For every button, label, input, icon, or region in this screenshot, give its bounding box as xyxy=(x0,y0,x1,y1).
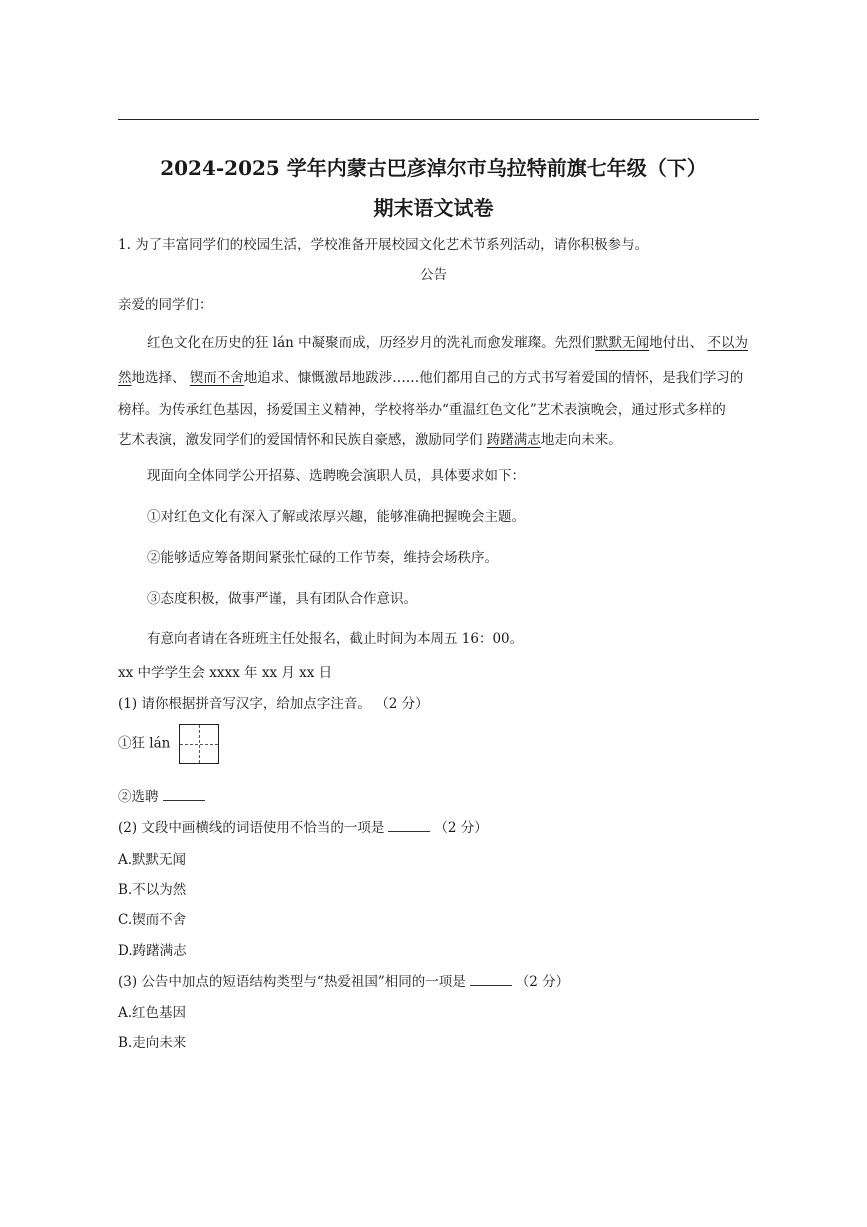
answer-blank[interactable] xyxy=(163,799,205,801)
notice-paragraph-line-4 xyxy=(118,428,622,448)
exam-subtitle: 期末语文试卷 xyxy=(373,196,494,220)
notice-paragraph-3: 有意向者请在各班班主任处报名，截止时间为本周五 16：00。 xyxy=(147,631,524,647)
notice-paragraph-2: 现面向全体同学公开招募、选聘晚会演职人员，具体要求如下： xyxy=(147,468,525,484)
question-score: （2 分） xyxy=(515,974,570,990)
question-score: （2 分） xyxy=(434,820,488,836)
text-span: 地付出、 xyxy=(649,335,704,351)
option-c: C.锲而不舍 xyxy=(118,912,187,928)
question-text: (2) 文段中画横线的词语使用不恰当的一项是 xyxy=(118,820,385,836)
underlined-phrase-3: 锲而不舍 xyxy=(189,370,244,386)
option-b: B.不以为然 xyxy=(118,882,187,898)
header-rule xyxy=(118,119,759,120)
requirement-3: ③态度积极，做事严谨，具有团队合作意识。 xyxy=(147,591,417,607)
sub-question-2 xyxy=(118,816,488,836)
underlined-phrase-4: 踌躇满志 xyxy=(486,432,541,448)
underlined-phrase-1: 默默无闻 xyxy=(595,335,650,351)
option-d: D.踌躇满志 xyxy=(118,943,187,959)
exam-title: 2024-2025 学年内蒙古巴彦淖尔市乌拉特前旗七年级（下） xyxy=(160,156,707,180)
sub-question-3 xyxy=(118,970,569,990)
requirement-1: ①对红色文化有深入了解或浓厚兴趣，能够准确把握晚会主题。 xyxy=(147,509,525,525)
text-span: 地追求、慷慨激昂地跋涉……他们都用自己的方式书写着爱国的情怀，是我们学习的 xyxy=(243,370,744,386)
answer-blank[interactable] xyxy=(388,830,430,832)
item-label: ①狂 lán xyxy=(118,735,171,752)
sub-question-1-item-a xyxy=(118,724,219,764)
question-1-intro: 1. 为了丰富同学们的校园生活，学校准备开展校园文化艺术节系列活动，请你积极参与。 xyxy=(118,237,649,253)
text-span: 红色文化在历史的狂 lán 中凝聚而成，历经岁月的洗礼而愈发璀璨。先烈们 xyxy=(147,335,596,351)
notice-signature: xx 中学学生会 xxxx 年 xx 月 xx 日 xyxy=(118,665,333,681)
text-span: 地选择、 xyxy=(131,370,186,386)
option-a: A.红色基因 xyxy=(118,1005,187,1021)
notice-paragraph-line-1 xyxy=(147,331,748,351)
tian-zi-ge-answer-box[interactable] xyxy=(179,724,219,764)
requirement-2: ②能够适应筹备期间紧张忙碌的工作节奏，维持会场秩序。 xyxy=(147,550,498,566)
notice-paragraph-line-3: 榜样。为传承红色基因，扬爱国主义精神，学校将举办“重温红色文化”艺术表演晚会，通过形式多样的 xyxy=(118,402,726,418)
notice-paragraph-line-2 xyxy=(118,366,743,386)
text-span: 艺术表演，激发同学们的爱国情怀和民族自豪感，激励同学们 xyxy=(118,432,483,448)
question-text: (3) 公告中加点的短语结构类型与“热爱祖国”相同的一项是 xyxy=(118,974,466,990)
notice-title: 公告 xyxy=(420,267,447,283)
option-a: A.默默无闻 xyxy=(118,852,187,868)
underlined-phrase-2: 不以为 xyxy=(707,335,748,351)
grid-dash-v xyxy=(199,725,200,763)
sub-question-1: (1) 请你根据拼音写汉字，给加点字注音。 （2 分） xyxy=(118,696,429,712)
option-b: B.走向未来 xyxy=(118,1035,187,1051)
item-label: ②选聘 xyxy=(118,789,159,805)
sub-question-1-item-b xyxy=(118,785,209,805)
notice-greeting: 亲爱的同学们： xyxy=(118,297,213,313)
underlined-phrase-2-end: 然 xyxy=(118,370,132,386)
answer-blank[interactable] xyxy=(470,984,512,986)
text-span: 地走向未来。 xyxy=(540,432,622,448)
